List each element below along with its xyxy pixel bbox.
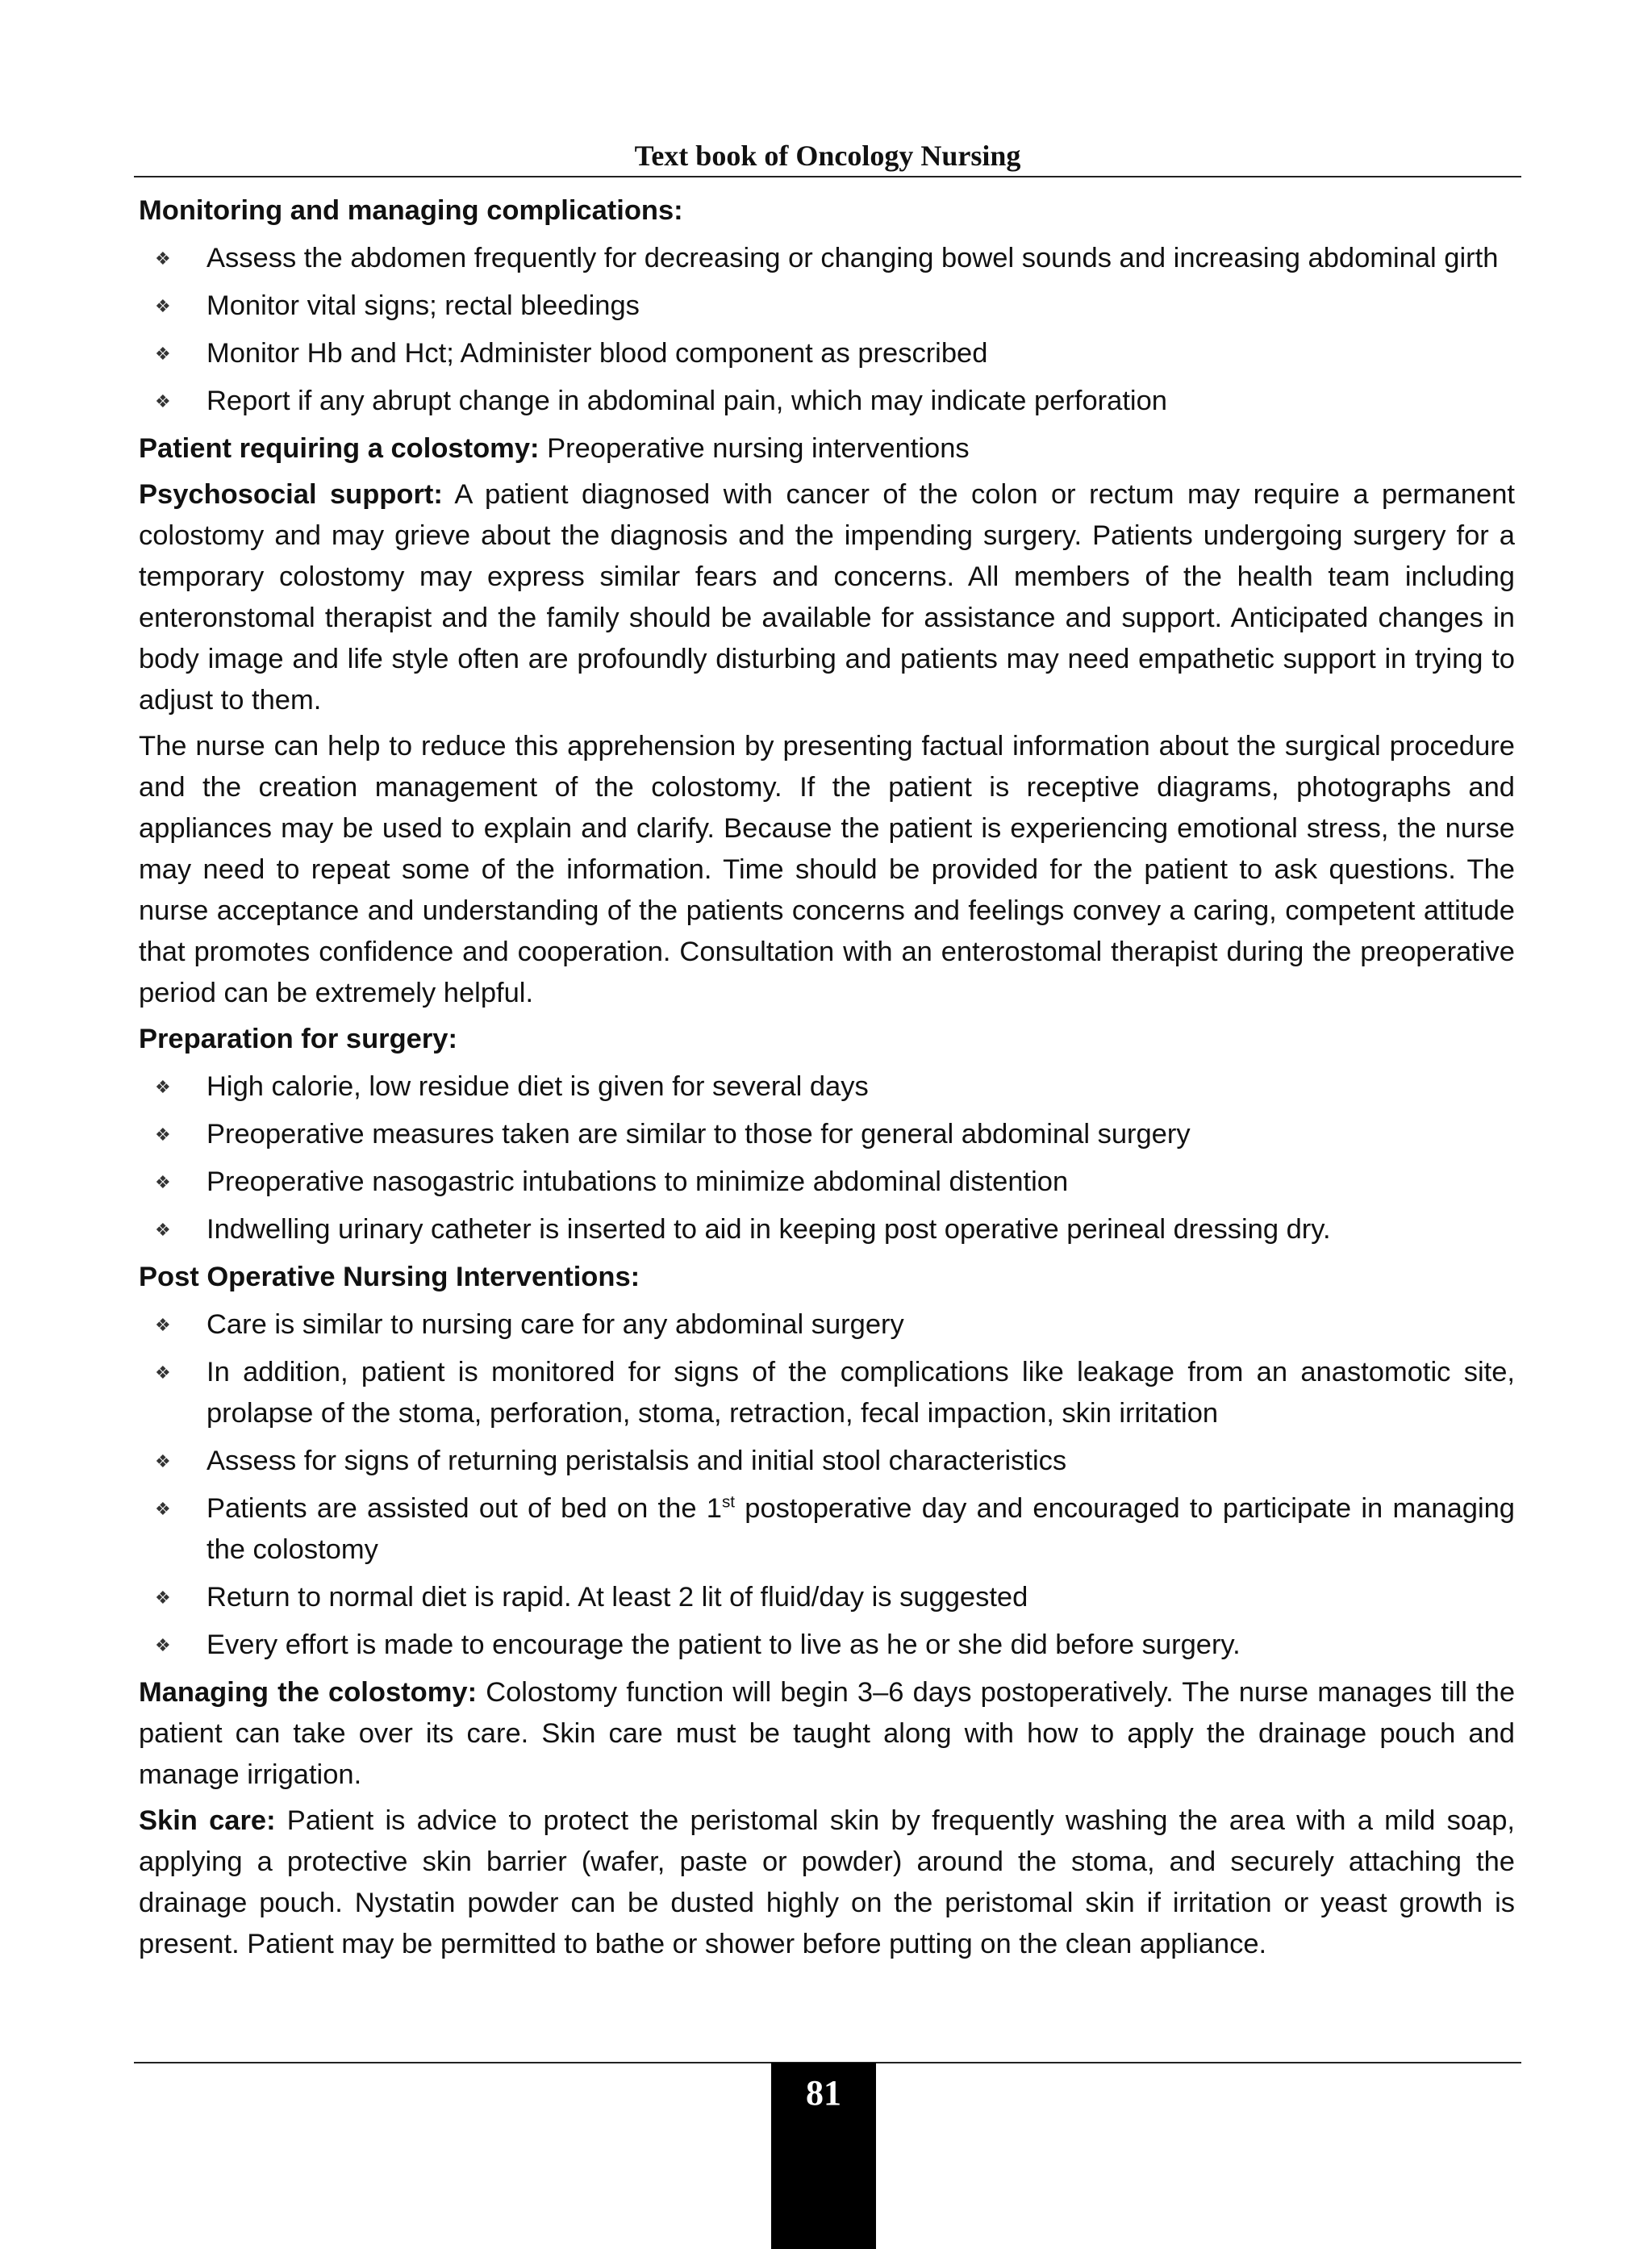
diamond-bullet-icon: ❖ (155, 1452, 171, 1472)
colostomy-paragraph: Patient requiring a colostomy: Preoperative nursing interventions (139, 433, 970, 464)
diamond-bullet-icon: ❖ (155, 1636, 171, 1656)
diamond-bullet-icon: ❖ (155, 1316, 171, 1336)
managing-label: Managing the colostomy: (139, 1677, 478, 1708)
list-item: ❖ Preoperative nasogastric intubations to minimize abdominal distention (139, 1162, 1515, 1203)
list-item: ❖ Indwelling urinary catheter is inserted to aid in keeping post operative perineal dressing dry. (139, 1209, 1515, 1250)
diamond-bullet-icon: ❖ (155, 1078, 171, 1098)
list-item: ❖ Assess for signs of returning peristalsis and initial stool characteristics (139, 1441, 1515, 1482)
colostomy-label: Patient requiring a colostomy: (139, 433, 540, 464)
list-item: ❖ Monitor Hb and Hct; Administer blood component as prescribed (139, 333, 1515, 374)
page-content (139, 190, 1515, 1970)
diamond-bullet-icon: ❖ (155, 297, 171, 317)
skin-care-paragraph: Skin care: Patient is advice to protect the peristomal skin by frequently washing the area with a mild soap, applying a protective skin barrier (wafer, paste or powder) around the stoma, and securely attaching the drainage pouch. Nystatin powder can be dusted highly on the peristomal skin if irritation or yeast growth is present. Patient may be permitted to bathe or shower before putting on the clean appliance. (139, 1805, 1515, 1959)
diamond-bullet-icon: ❖ (155, 249, 171, 269)
list-item: ❖ In addition, patient is monitored for signs of the complications like leakage from an anastomotic site, prolapse of the stoma, perforation, stoma, retraction, fecal impaction, skin irritation (139, 1352, 1515, 1434)
nurse-paragraph: The nurse can help to reduce this apprehension by presenting factual information about the surgical procedure and the creation management of the colostomy. If the patient is receptive diagrams, photographs and appliances may be used to explain and clarify. Because the patient is experiencing emotional stress, the nurse may need to repeat some of the information. Time should be provided for the patient to ask questions. The nurse acceptance and understanding of the patients concerns and feelings convey a caring, competent attitude that promotes confidence and cooperation. Consultation with an enterostomal therapist during the preoperative period can be extremely helpful. (139, 731, 1515, 1008)
diamond-bullet-icon: ❖ (155, 1125, 171, 1145)
postop-heading: Post Operative Nursing Interventions: (139, 1262, 640, 1292)
diamond-bullet-icon: ❖ (155, 1220, 171, 1241)
psychosocial-paragraph: Psychosocial support: A patient diagnosed with cancer of the colon or rectum may require a permanent colostomy and may grieve about the diagnosis and the impending surgery. Patients undergoing surgery for a temporary colostomy may express similar fears and concerns. All members of the health team including enteronstomal therapist and the family should be available for assistance and support. Anticipated changes in body image and life style often are profoundly disturbing and patients may need empathetic support in trying to adjust to them. (139, 479, 1515, 716)
page-number: 81 (771, 2063, 876, 2249)
preparation-list (139, 1066, 1515, 1250)
monitoring-heading: Monitoring and managing complications: (139, 195, 683, 226)
diamond-bullet-icon: ❖ (155, 392, 171, 412)
monitoring-list (139, 238, 1515, 422)
page-header-title: Text book of Oncology Nursing (634, 140, 1021, 172)
list-item: ❖ Return to normal diet is rapid. At least 2 lit of fluid/day is suggested (139, 1577, 1515, 1618)
list-item: ❖ Report if any abrupt change in abdominal pain, which may indicate perforation (139, 381, 1515, 422)
diamond-bullet-icon: ❖ (155, 344, 171, 365)
diamond-bullet-icon: ❖ (155, 1363, 171, 1383)
list-item: ❖ Care is similar to nursing care for any abdominal surgery (139, 1304, 1515, 1346)
diamond-bullet-icon: ❖ (155, 1500, 171, 1520)
diamond-bullet-icon: ❖ (155, 1173, 171, 1193)
skin-care-label: Skin care: (139, 1805, 276, 1836)
header-divider (134, 176, 1521, 177)
list-item: ❖ Patients are assisted out of bed on the 1st postoperative day and encouraged to participate in managing the colostomy (139, 1488, 1515, 1571)
list-item: ❖ Assess the abdomen frequently for decreasing or changing bowel sounds and increasing abdominal girth (139, 238, 1515, 279)
postop-list (139, 1304, 1515, 1666)
diamond-bullet-icon: ❖ (155, 1588, 171, 1609)
preparation-heading: Preparation for surgery: (139, 1024, 457, 1054)
list-item: ❖ High calorie, low residue diet is given for several days (139, 1066, 1515, 1108)
list-item: ❖ Preoperative measures taken are similar to those for general abdominal surgery (139, 1114, 1515, 1155)
managing-paragraph: Managing the colostomy: Colostomy function will begin 3–6 days postoperatively. The nurse manages till the patient can take over its care. Skin care must be taught along with how to apply the drainage pouch and manage irrigation. (139, 1677, 1516, 1790)
psychosocial-label: Psychosocial support: (139, 479, 443, 510)
list-item: ❖ Every effort is made to encourage the patient to live as he or she did before surgery. (139, 1625, 1515, 1666)
list-item: ❖ Monitor vital signs; rectal bleedings (139, 286, 1515, 327)
